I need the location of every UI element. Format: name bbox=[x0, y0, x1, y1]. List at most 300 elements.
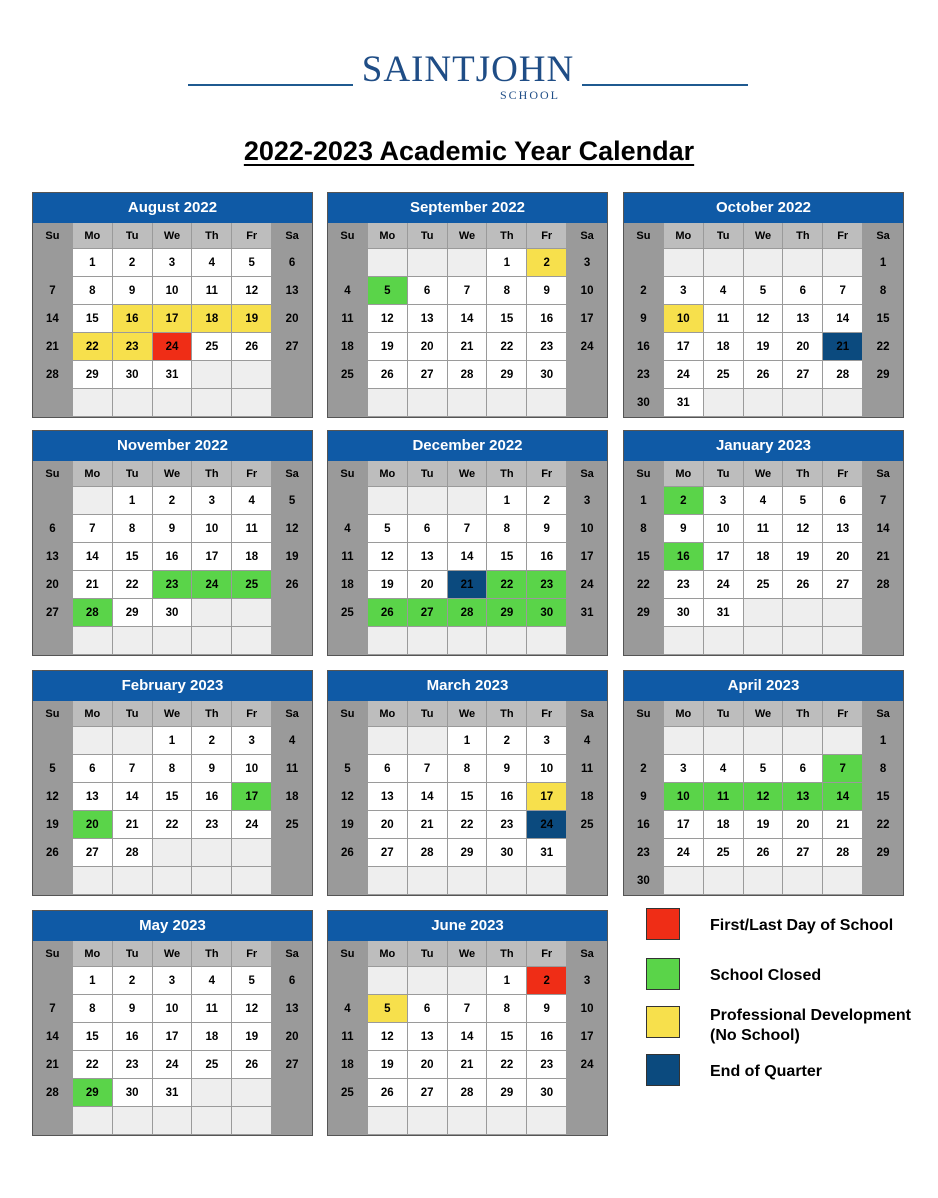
day-cell: 11 bbox=[704, 783, 744, 811]
day-cell: 11 bbox=[328, 305, 368, 333]
day-cell: 25 bbox=[192, 333, 232, 361]
day-cell: 8 bbox=[624, 515, 664, 543]
day-cell: 25 bbox=[328, 1079, 368, 1107]
empty-cell bbox=[328, 1107, 368, 1135]
logo-subtext: SCHOOL bbox=[500, 88, 561, 102]
day-cell: 18 bbox=[704, 811, 744, 839]
day-cell: 27 bbox=[408, 1079, 448, 1107]
day-cell: 16 bbox=[527, 305, 567, 333]
empty-cell bbox=[823, 389, 863, 417]
day-cell: 9 bbox=[527, 277, 567, 305]
day-header: Su bbox=[328, 701, 368, 727]
day-cell: 5 bbox=[744, 755, 784, 783]
day-cell: 20 bbox=[408, 571, 448, 599]
day-cell: 23 bbox=[624, 839, 664, 867]
empty-cell bbox=[664, 627, 704, 655]
day-cell: 19 bbox=[33, 811, 73, 839]
day-cell: 1 bbox=[487, 967, 527, 995]
day-cell: 3 bbox=[664, 755, 704, 783]
day-header: Mo bbox=[368, 223, 408, 249]
empty-cell bbox=[368, 249, 408, 277]
day-cell: 8 bbox=[448, 755, 488, 783]
empty-cell bbox=[744, 627, 784, 655]
month-december-2022 bbox=[327, 430, 608, 656]
day-cell: 24 bbox=[232, 811, 272, 839]
day-cell: 13 bbox=[368, 783, 408, 811]
month-april-2023 bbox=[623, 670, 904, 896]
day-header: We bbox=[448, 941, 488, 967]
empty-cell bbox=[487, 627, 527, 655]
day-cell: 13 bbox=[73, 783, 113, 811]
day-header: Mo bbox=[73, 461, 113, 487]
day-cell: 4 bbox=[328, 277, 368, 305]
day-cell: 23 bbox=[113, 333, 153, 361]
empty-cell bbox=[744, 599, 784, 627]
day-cell: 14 bbox=[823, 305, 863, 333]
empty-cell bbox=[704, 727, 744, 755]
month-october-2022 bbox=[623, 192, 904, 418]
day-cell: 1 bbox=[153, 727, 193, 755]
day-cell: 9 bbox=[664, 515, 704, 543]
day-cell: 8 bbox=[487, 277, 527, 305]
day-cell: 21 bbox=[33, 1051, 73, 1079]
day-cell: 10 bbox=[567, 995, 607, 1023]
day-cell: 3 bbox=[527, 727, 567, 755]
day-cell: 13 bbox=[823, 515, 863, 543]
day-cell: 2 bbox=[624, 277, 664, 305]
day-cell: 5 bbox=[328, 755, 368, 783]
empty-cell bbox=[448, 867, 488, 895]
day-cell: 17 bbox=[664, 811, 704, 839]
empty-cell bbox=[328, 249, 368, 277]
empty-cell bbox=[368, 727, 408, 755]
empty-cell bbox=[272, 389, 312, 417]
day-header: Su bbox=[624, 223, 664, 249]
day-cell: 3 bbox=[567, 249, 607, 277]
day-cell: 22 bbox=[73, 333, 113, 361]
day-cell: 15 bbox=[113, 543, 153, 571]
day-header: Sa bbox=[272, 223, 312, 249]
day-cell: 12 bbox=[368, 1023, 408, 1051]
day-header: Sa bbox=[567, 223, 607, 249]
empty-cell bbox=[487, 389, 527, 417]
day-cell: 2 bbox=[624, 755, 664, 783]
day-cell: 17 bbox=[704, 543, 744, 571]
empty-cell bbox=[704, 249, 744, 277]
day-header: Su bbox=[33, 941, 73, 967]
day-cell: 26 bbox=[368, 599, 408, 627]
day-cell: 16 bbox=[487, 783, 527, 811]
day-cell: 17 bbox=[192, 543, 232, 571]
day-cell: 19 bbox=[328, 811, 368, 839]
day-cell: 21 bbox=[73, 571, 113, 599]
day-cell: 20 bbox=[783, 811, 823, 839]
day-cell: 30 bbox=[113, 361, 153, 389]
day-cell: 15 bbox=[624, 543, 664, 571]
day-cell: 15 bbox=[863, 783, 903, 811]
day-cell: 20 bbox=[823, 543, 863, 571]
empty-cell bbox=[272, 1079, 312, 1107]
day-header: Th bbox=[783, 461, 823, 487]
empty-cell bbox=[73, 627, 113, 655]
day-cell: 12 bbox=[33, 783, 73, 811]
day-cell: 14 bbox=[113, 783, 153, 811]
empty-cell bbox=[448, 1107, 488, 1135]
empty-cell bbox=[192, 389, 232, 417]
month-may-2023 bbox=[32, 910, 313, 1136]
day-cell: 2 bbox=[527, 967, 567, 995]
day-cell: 21 bbox=[863, 543, 903, 571]
empty-cell bbox=[408, 487, 448, 515]
day-header: Su bbox=[624, 701, 664, 727]
day-cell: 8 bbox=[73, 995, 113, 1023]
empty-cell bbox=[567, 389, 607, 417]
day-cell: 11 bbox=[567, 755, 607, 783]
day-cell: 14 bbox=[863, 515, 903, 543]
day-header: Sa bbox=[567, 701, 607, 727]
day-cell: 17 bbox=[153, 1023, 193, 1051]
day-cell: 9 bbox=[624, 783, 664, 811]
day-cell: 20 bbox=[272, 305, 312, 333]
empty-cell bbox=[624, 727, 664, 755]
day-cell: 10 bbox=[153, 995, 193, 1023]
day-cell: 20 bbox=[272, 1023, 312, 1051]
day-cell: 29 bbox=[624, 599, 664, 627]
day-cell: 17 bbox=[153, 305, 193, 333]
month-title: August 2022 bbox=[33, 193, 312, 223]
day-cell: 9 bbox=[624, 305, 664, 333]
day-cell: 11 bbox=[192, 995, 232, 1023]
day-cell: 15 bbox=[153, 783, 193, 811]
empty-cell bbox=[408, 1107, 448, 1135]
logo-wordmark: SAINTJOHN bbox=[361, 49, 575, 90]
day-cell: 9 bbox=[113, 277, 153, 305]
day-cell: 14 bbox=[33, 1023, 73, 1051]
day-cell: 2 bbox=[113, 967, 153, 995]
empty-cell bbox=[192, 361, 232, 389]
day-cell: 23 bbox=[153, 571, 193, 599]
empty-cell bbox=[232, 599, 272, 627]
day-cell: 13 bbox=[272, 995, 312, 1023]
day-header: We bbox=[153, 701, 193, 727]
day-cell: 16 bbox=[664, 543, 704, 571]
day-header: We bbox=[448, 223, 488, 249]
empty-cell bbox=[73, 727, 113, 755]
day-cell: 15 bbox=[487, 1023, 527, 1051]
day-header: Mo bbox=[73, 223, 113, 249]
day-cell: 26 bbox=[33, 839, 73, 867]
day-header: Fr bbox=[232, 941, 272, 967]
empty-cell bbox=[783, 599, 823, 627]
day-cell: 19 bbox=[744, 811, 784, 839]
day-cell: 6 bbox=[783, 277, 823, 305]
empty-cell bbox=[448, 249, 488, 277]
day-cell: 17 bbox=[567, 305, 607, 333]
day-cell: 26 bbox=[783, 571, 823, 599]
empty-cell bbox=[744, 867, 784, 895]
day-cell: 8 bbox=[487, 995, 527, 1023]
legend-label: End of Quarter bbox=[710, 1063, 823, 1080]
day-cell: 20 bbox=[408, 333, 448, 361]
day-cell: 31 bbox=[527, 839, 567, 867]
day-cell: 17 bbox=[232, 783, 272, 811]
day-header: Fr bbox=[823, 223, 863, 249]
day-cell: 7 bbox=[448, 995, 488, 1023]
empty-cell bbox=[823, 727, 863, 755]
empty-cell bbox=[73, 1107, 113, 1135]
empty-cell bbox=[368, 487, 408, 515]
day-header: Sa bbox=[863, 461, 903, 487]
day-cell: 28 bbox=[863, 571, 903, 599]
day-cell: 23 bbox=[527, 333, 567, 361]
day-header: Tu bbox=[408, 701, 448, 727]
day-cell: 26 bbox=[368, 361, 408, 389]
day-cell: 2 bbox=[153, 487, 193, 515]
day-cell: 23 bbox=[624, 361, 664, 389]
empty-cell bbox=[567, 839, 607, 867]
empty-cell bbox=[328, 627, 368, 655]
empty-cell bbox=[744, 727, 784, 755]
day-cell: 9 bbox=[487, 755, 527, 783]
day-header: Su bbox=[33, 223, 73, 249]
day-header: Mo bbox=[664, 701, 704, 727]
day-cell: 16 bbox=[113, 1023, 153, 1051]
day-cell: 21 bbox=[33, 333, 73, 361]
day-cell: 30 bbox=[527, 1079, 567, 1107]
day-cell: 1 bbox=[863, 249, 903, 277]
day-header: Su bbox=[328, 941, 368, 967]
day-cell: 1 bbox=[73, 249, 113, 277]
day-cell: 28 bbox=[823, 839, 863, 867]
empty-cell bbox=[192, 867, 232, 895]
day-cell: 23 bbox=[192, 811, 232, 839]
day-cell: 17 bbox=[567, 543, 607, 571]
day-cell: 31 bbox=[153, 1079, 193, 1107]
empty-cell bbox=[448, 967, 488, 995]
day-cell: 24 bbox=[704, 571, 744, 599]
day-cell: 12 bbox=[744, 783, 784, 811]
day-cell: 20 bbox=[783, 333, 823, 361]
empty-cell bbox=[153, 867, 193, 895]
day-header: Su bbox=[33, 701, 73, 727]
day-header: Th bbox=[192, 223, 232, 249]
day-cell: 24 bbox=[153, 333, 193, 361]
empty-cell bbox=[192, 599, 232, 627]
day-cell: 3 bbox=[153, 249, 193, 277]
day-cell: 3 bbox=[567, 487, 607, 515]
day-cell: 8 bbox=[153, 755, 193, 783]
day-cell: 8 bbox=[73, 277, 113, 305]
day-cell: 18 bbox=[704, 333, 744, 361]
day-header: Fr bbox=[527, 701, 567, 727]
empty-cell bbox=[272, 867, 312, 895]
day-cell: 19 bbox=[368, 333, 408, 361]
day-header: Sa bbox=[272, 461, 312, 487]
day-cell: 14 bbox=[73, 543, 113, 571]
day-cell: 4 bbox=[272, 727, 312, 755]
logo-rule-right bbox=[582, 84, 748, 86]
empty-cell bbox=[272, 361, 312, 389]
day-header: Mo bbox=[73, 941, 113, 967]
month-january-2023 bbox=[623, 430, 904, 656]
day-cell: 8 bbox=[863, 755, 903, 783]
day-cell: 13 bbox=[408, 305, 448, 333]
day-header: Mo bbox=[368, 941, 408, 967]
day-cell: 30 bbox=[487, 839, 527, 867]
day-cell: 12 bbox=[232, 995, 272, 1023]
empty-cell bbox=[232, 361, 272, 389]
empty-cell bbox=[783, 627, 823, 655]
empty-cell bbox=[448, 627, 488, 655]
day-cell: 7 bbox=[73, 515, 113, 543]
day-header: Fr bbox=[232, 223, 272, 249]
day-cell: 18 bbox=[192, 1023, 232, 1051]
day-cell: 7 bbox=[448, 277, 488, 305]
day-cell: 30 bbox=[624, 389, 664, 417]
empty-cell bbox=[272, 1107, 312, 1135]
empty-cell bbox=[448, 487, 488, 515]
day-cell: 16 bbox=[624, 811, 664, 839]
empty-cell bbox=[863, 627, 903, 655]
empty-cell bbox=[153, 389, 193, 417]
empty-cell bbox=[192, 627, 232, 655]
day-cell: 1 bbox=[487, 249, 527, 277]
empty-cell bbox=[153, 839, 193, 867]
day-cell: 11 bbox=[328, 1023, 368, 1051]
day-cell: 17 bbox=[527, 783, 567, 811]
month-title: June 2023 bbox=[328, 911, 607, 941]
empty-cell bbox=[408, 967, 448, 995]
day-cell: 9 bbox=[527, 995, 567, 1023]
empty-cell bbox=[624, 627, 664, 655]
day-cell: 9 bbox=[192, 755, 232, 783]
day-cell: 21 bbox=[448, 571, 488, 599]
day-cell: 11 bbox=[192, 277, 232, 305]
day-cell: 12 bbox=[272, 515, 312, 543]
day-cell: 13 bbox=[272, 277, 312, 305]
day-cell: 9 bbox=[153, 515, 193, 543]
day-cell: 2 bbox=[527, 487, 567, 515]
month-title: October 2022 bbox=[624, 193, 903, 223]
day-cell: 2 bbox=[527, 249, 567, 277]
empty-cell bbox=[368, 967, 408, 995]
day-cell: 3 bbox=[232, 727, 272, 755]
day-cell: 24 bbox=[192, 571, 232, 599]
day-cell: 5 bbox=[232, 249, 272, 277]
day-cell: 22 bbox=[624, 571, 664, 599]
day-cell: 27 bbox=[408, 599, 448, 627]
day-cell: 25 bbox=[272, 811, 312, 839]
day-cell: 13 bbox=[783, 783, 823, 811]
empty-cell bbox=[328, 967, 368, 995]
day-cell: 13 bbox=[783, 305, 823, 333]
month-february-2023 bbox=[32, 670, 313, 896]
empty-cell bbox=[527, 1107, 567, 1135]
day-cell: 29 bbox=[487, 361, 527, 389]
empty-cell bbox=[272, 599, 312, 627]
empty-cell bbox=[192, 1107, 232, 1135]
day-cell: 9 bbox=[113, 995, 153, 1023]
empty-cell bbox=[232, 839, 272, 867]
month-title: May 2023 bbox=[33, 911, 312, 941]
day-header: Sa bbox=[567, 941, 607, 967]
empty-cell bbox=[153, 1107, 193, 1135]
day-cell: 27 bbox=[368, 839, 408, 867]
day-cell: 30 bbox=[153, 599, 193, 627]
day-cell: 29 bbox=[863, 361, 903, 389]
empty-cell bbox=[704, 389, 744, 417]
day-cell: 8 bbox=[113, 515, 153, 543]
day-cell: 22 bbox=[113, 571, 153, 599]
day-cell: 25 bbox=[328, 599, 368, 627]
month-june-2023 bbox=[327, 910, 608, 1136]
day-cell: 28 bbox=[823, 361, 863, 389]
empty-cell bbox=[664, 249, 704, 277]
day-cell: 1 bbox=[113, 487, 153, 515]
day-header: Sa bbox=[272, 701, 312, 727]
day-cell: 6 bbox=[408, 515, 448, 543]
empty-cell bbox=[368, 867, 408, 895]
day-cell: 4 bbox=[232, 487, 272, 515]
day-cell: 10 bbox=[664, 783, 704, 811]
day-cell: 26 bbox=[232, 333, 272, 361]
empty-cell bbox=[328, 389, 368, 417]
day-cell: 27 bbox=[272, 1051, 312, 1079]
day-cell: 22 bbox=[448, 811, 488, 839]
day-cell: 5 bbox=[368, 515, 408, 543]
day-cell: 23 bbox=[527, 571, 567, 599]
empty-cell bbox=[783, 727, 823, 755]
legend-swatch bbox=[646, 958, 680, 990]
empty-cell bbox=[33, 487, 73, 515]
day-cell: 17 bbox=[664, 333, 704, 361]
day-cell: 7 bbox=[448, 515, 488, 543]
day-header: Fr bbox=[823, 701, 863, 727]
day-header: We bbox=[744, 461, 784, 487]
empty-cell bbox=[328, 727, 368, 755]
day-cell: 23 bbox=[113, 1051, 153, 1079]
day-cell: 24 bbox=[567, 1051, 607, 1079]
day-cell: 24 bbox=[664, 839, 704, 867]
day-cell: 16 bbox=[113, 305, 153, 333]
empty-cell bbox=[153, 627, 193, 655]
day-cell: 28 bbox=[448, 1079, 488, 1107]
day-cell: 7 bbox=[33, 277, 73, 305]
day-cell: 6 bbox=[408, 995, 448, 1023]
empty-cell bbox=[232, 627, 272, 655]
day-cell: 16 bbox=[624, 333, 664, 361]
day-cell: 27 bbox=[783, 361, 823, 389]
day-cell: 2 bbox=[664, 487, 704, 515]
day-cell: 11 bbox=[704, 305, 744, 333]
month-november-2022 bbox=[32, 430, 313, 656]
day-cell: 10 bbox=[567, 277, 607, 305]
empty-cell bbox=[527, 389, 567, 417]
empty-cell bbox=[408, 627, 448, 655]
day-cell: 29 bbox=[487, 1079, 527, 1107]
day-cell: 10 bbox=[192, 515, 232, 543]
day-header: Su bbox=[328, 223, 368, 249]
empty-cell bbox=[368, 627, 408, 655]
day-header: Su bbox=[624, 461, 664, 487]
empty-cell bbox=[863, 389, 903, 417]
day-cell: 30 bbox=[664, 599, 704, 627]
empty-cell bbox=[704, 627, 744, 655]
page-title: 2022-2023 Academic Year Calendar bbox=[243, 136, 695, 166]
month-title: April 2023 bbox=[624, 671, 903, 701]
day-cell: 11 bbox=[232, 515, 272, 543]
day-cell: 26 bbox=[744, 839, 784, 867]
